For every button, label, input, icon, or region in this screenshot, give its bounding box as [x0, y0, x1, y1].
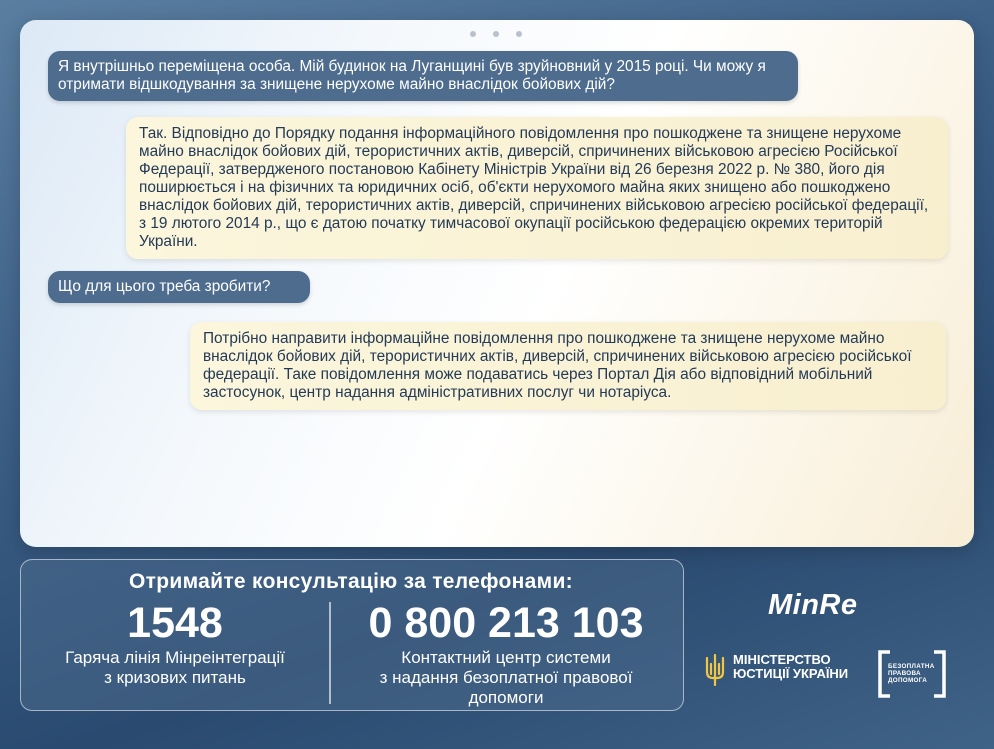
hotline-description: [21, 648, 329, 688]
contact-desc-line: Контактний центр системи: [401, 648, 611, 667]
assistant-message-2: Потрібно направити інформаційне повідомлення про пошкоджене та знищене нерухоме майно внаслідок бойових дій, терористичних актів, диверсій, спричинених військовою агресією російської федерації. Таке повідомлення може подаватись через Портал Дія або відповідний мобільний застосунок, центр надання адміністративних послуг чи нотаріуса.: [190, 322, 946, 410]
trident-icon: [704, 654, 726, 686]
user-message-1: Я внутрішньо переміщена особа. Мій будинок на Луганщині був зруйновний у 2015 році. Чи можу я отримати відшкодування за знищене нерухоме майно внаслідок бойових дій?: [48, 51, 798, 101]
legal-aid-logo-line: БЕЗОПЛАТНА: [888, 663, 935, 670]
hotline-block: [21, 600, 329, 688]
contact-center-block: [331, 600, 681, 708]
contact-center-description: [331, 648, 681, 708]
phone-consultation-panel: [20, 559, 684, 711]
ministry-logo-line: ЮСТИЦІЇ УКРАЇНИ: [733, 666, 849, 681]
legal-aid-logo-line: ПРАВОВА: [888, 670, 921, 677]
contact-center-number[interactable]: 0 800 213 103: [368, 599, 644, 647]
minre-logo: MinRe: [768, 589, 858, 621]
more-dots-icon[interactable]: [470, 31, 522, 37]
ministry-of-justice-logo: [733, 653, 848, 681]
hotline-desc-line: з кризових питань: [104, 668, 246, 687]
legal-aid-logo: [888, 663, 935, 684]
hotline-number[interactable]: 1548: [127, 599, 223, 647]
phone-panel-title: Отримайте консультацію за телефонами:: [129, 570, 573, 593]
assistant-message-1: Так. Відповідно до Порядку подання інформаційного повідомлення про пошкоджене та знищене нерухоме майно внаслідок бойових дій, терористичних актів, диверсій, спричинених військовою агресією Російської Федерації, затвердженого постановою Кабінету Міністрів України від 26 березня 2022 р. № 380, його дія поширюється і на фізичних та юридичних осіб, об'єкти нерухомого майна яких знищено або пошкоджено внаслідок бойових дій, терористичних актів, диверсій, спричинених військовою агресією російської федерації, з 19 лютого 2014 р., що є датою початку тимчасової окупації російською федерацією окремих територій України.: [126, 117, 948, 259]
contact-desc-line: допомоги: [468, 688, 544, 707]
chat-window: [20, 20, 974, 547]
contact-desc-line: з надання безоплатної правової: [379, 668, 633, 687]
hotline-desc-line: Гаряча лінія Мінреінтеграції: [65, 648, 285, 667]
ministry-logo-line: МІНІСТЕРСТВО: [733, 652, 831, 667]
user-message-2: Що для цього треба зробити?: [48, 271, 310, 303]
legal-aid-logo-line: ДОПОМОГА: [888, 677, 928, 684]
